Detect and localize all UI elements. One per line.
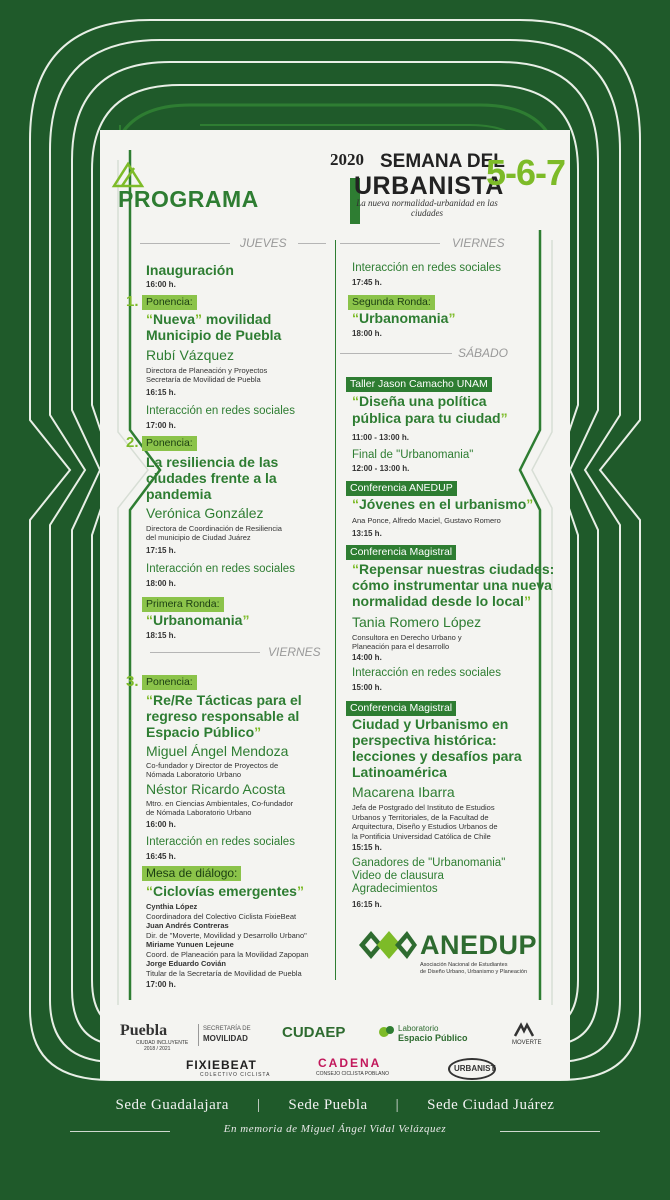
conference-title: Ciudad y Urbanismo en	[352, 716, 509, 732]
conference-title: normalidad desde lo local”	[352, 593, 531, 609]
sede-ciudad-juarez: Sede Ciudad Juárez	[427, 1097, 555, 1113]
speaker-role: Consultora en Derecho Urbano y	[352, 633, 462, 642]
social-interaction: Interacción en redes sociales	[146, 405, 295, 417]
movilidad-logo: SECRETARÍA DE	[203, 1026, 251, 1032]
speaker-role: Secretaría de Movilidad de Puebla	[146, 375, 261, 384]
speaker-name: Macarena Ibarra	[352, 784, 455, 800]
session-time: 16:45 h.	[146, 852, 176, 861]
participant-role: Coord. de Planeación para la Movilidad Zapopan	[146, 949, 309, 959]
session-time: 15:00 h.	[352, 683, 382, 692]
speaker-name: Tania Romero López	[352, 614, 482, 630]
participant-name: Miriame Yunuen Lejeune	[146, 940, 234, 949]
event-dates: 5-6-7	[486, 152, 566, 193]
speaker-name: Néstor Ricardo Acosta	[146, 781, 286, 797]
movilidad-logo: MOVILIDAD	[203, 1034, 248, 1043]
speaker-role: de Nómada Laboratorio Urbano	[146, 808, 252, 817]
speaker-role: Arquitectura, Diseño y Estudios Urbanos de	[352, 822, 498, 831]
logo-divider	[198, 1024, 199, 1046]
cadena-logo-sub: CONSEJO CICLISTA POBLANO	[316, 1071, 389, 1077]
participant-role: Titular de la Secretaría de Movilidad de Puebla	[146, 968, 302, 978]
speaker-role: Nómada Laboratorio Urbano	[146, 770, 242, 779]
conference-title: cómo instrumentar una nueva	[352, 577, 552, 593]
urbanist-logo: URBANIST	[454, 1064, 496, 1073]
mesa-title: “Ciclovías emergentes”	[146, 883, 304, 899]
sede-puebla: Sede Puebla	[288, 1097, 368, 1113]
round-tag: Primera Ronda:	[142, 597, 224, 612]
ponencia-title: La resiliencia de las	[146, 454, 279, 470]
session-time: 16:15 h.	[146, 388, 176, 397]
speaker-role: Directora de Planeación y Proyectos	[146, 366, 268, 375]
participant-role: Coordinadora del Colectivo Ciclista FixieBeat	[146, 911, 297, 921]
anedup-subtitle	[420, 962, 560, 976]
conference-title: “Jóvenes en el urbanismo”	[352, 496, 534, 512]
divider	[340, 353, 452, 354]
round-tag: Segunda Ronda:	[348, 295, 435, 310]
conference-tag: Conferencia ANEDUP	[346, 481, 457, 496]
closing-line: Ganadores de "Urbanomania"	[352, 857, 506, 869]
conference-tag: Conferencia Magistral	[346, 701, 456, 716]
speaker-role: Jefa de Postgrado del Instituto de Estudios	[352, 803, 495, 812]
divider	[298, 243, 326, 244]
taller-title: “Diseña una política	[352, 393, 487, 409]
session-time: 14:00 h.	[352, 653, 382, 662]
ponencia-title: regreso responsable al	[146, 708, 300, 724]
moverte-logo-icon	[513, 1022, 535, 1038]
round-title: “Urbanomania”	[146, 612, 250, 628]
final-urbanomania: Final de "Urbanomania"	[352, 449, 474, 461]
day-label-viernes: VIERNES	[268, 645, 321, 659]
memorial-line: En memoria de Miguel Ángel Vidal Velázquez	[223, 1123, 447, 1135]
speaker-name: Verónica González	[146, 505, 264, 521]
lab-leaf-icon	[378, 1024, 396, 1040]
puebla-logo-sub: CIUDAD INCLUYENTE	[136, 1040, 189, 1046]
fixiebeat-logo: FIXIEBEAT	[186, 1058, 257, 1072]
speaker-role: Planeación para el desarrollo	[352, 642, 450, 651]
participant-role: Dir. de "Moverte, Movilidad y Desarrollo Urbano"	[146, 930, 307, 940]
speaker-role: Co-fundador y Director de Proyectos de	[146, 761, 279, 770]
ponencia-number: 3.	[126, 673, 139, 690]
ponencia-number: 1.	[126, 293, 139, 310]
participant-name: Cynthia López	[146, 902, 198, 911]
session-time: 18:00 h.	[352, 329, 382, 338]
session-time: 16:00 h.	[146, 820, 176, 829]
session-time: 17:45 h.	[352, 278, 382, 287]
conference-title: Latinoamérica	[352, 764, 447, 780]
event-title-line1: SEMANA DEL	[380, 151, 505, 172]
lab-logo: Laboratorio	[398, 1024, 439, 1033]
closing-line: Video de clausura	[352, 870, 444, 882]
speaker-name: Miguel Ángel Mendoza	[146, 743, 289, 759]
participant-name: Jorge Eduardo Covián	[146, 959, 227, 968]
session-time: 17:00 h.	[146, 421, 176, 430]
event-year: 2020	[330, 150, 364, 169]
divider	[150, 652, 260, 653]
ponencia-title: Municipio de Puebla	[146, 327, 282, 343]
mesa-tag: Mesa de diálogo:	[142, 866, 241, 881]
event-subtitle: La nueva normalidad-urbanidad en las ciudades	[356, 198, 498, 218]
session-time: 15:15 h.	[352, 843, 382, 852]
participant-name: Juan Andrés Contreras	[146, 921, 229, 930]
divider	[340, 243, 440, 244]
session-time: 17:15 h.	[146, 546, 176, 555]
speaker-name: Rubí Vázquez	[146, 347, 234, 363]
sede-guadalajara: Sede Guadalajara	[115, 1097, 229, 1113]
fixiebeat-logo-sub: COLECTIVO CICLISTA	[200, 1072, 271, 1078]
round-title: “Urbanomania”	[352, 310, 456, 326]
anedup-logo-icon	[355, 925, 417, 965]
puebla-logo-years: 2018 / 2021	[144, 1046, 171, 1052]
ponencia-number: 2.	[126, 434, 139, 451]
session-time: 18:00 h.	[146, 579, 176, 588]
anedup-name: ANEDUP	[420, 930, 538, 960]
speaker-role: del municipio de Ciudad Juárez	[146, 533, 251, 542]
divider	[500, 1131, 600, 1132]
divider	[140, 243, 230, 244]
taller-tag: Taller Jason Camacho UNAM	[346, 377, 492, 392]
puebla-logo: Puebla	[120, 1022, 168, 1039]
triangle-icon	[110, 160, 150, 188]
session-time: 16:15 h.	[352, 900, 382, 909]
conference-people: Ana Ponce, Alfredo Maciel, Gustavo Romero	[352, 516, 501, 525]
taller-title: pública para tu ciudad”	[352, 410, 508, 426]
anedup-subtitle-line: de Diseño Urbano, Urbanismo y Planeación	[420, 969, 528, 975]
lab-logo: Espacio Público	[398, 1033, 468, 1043]
social-interaction: Interacción en redes sociales	[352, 667, 501, 679]
footer-separator: |	[395, 1097, 400, 1113]
footer-sedes	[0, 1097, 670, 1114]
event-title-line2: URBANISTA	[354, 172, 504, 200]
speaker-role: Directora de Coordinación de Resiliencia	[146, 524, 282, 533]
conference-title: “Repensar nuestras ciudades:	[352, 561, 555, 577]
speaker-role: Mtro. en Ciencias Ambientales, Co-fundador	[146, 799, 294, 808]
session-time: 13:15 h.	[352, 529, 382, 538]
social-interaction: Interacción en redes sociales	[146, 836, 295, 848]
session-time: 12:00 - 13:00 h.	[352, 464, 410, 473]
ponencia-tag: Ponencia:	[142, 675, 197, 690]
conference-tag: Conferencia Magistral	[346, 545, 456, 560]
ponencia-title: Espacio Público”	[146, 724, 262, 740]
ponencia-title: ciudades frente a la	[146, 470, 277, 486]
social-interaction: Interacción en redes sociales	[352, 262, 501, 274]
session-time: 17:00 h.	[146, 980, 176, 989]
inauguracion-title: Inauguración	[146, 262, 234, 278]
ponencia-title: “Re/Re Tácticas para el	[146, 692, 302, 708]
speaker-role: la Pontificia Universidad Católica de Chile	[352, 831, 491, 841]
column-divider	[335, 240, 336, 980]
anedup-subtitle-line: Asociación Nacional de Estudiantes	[420, 962, 508, 968]
moverte-logo: MOVERTE	[512, 1040, 542, 1046]
speaker-role-block	[352, 803, 542, 841]
session-time: 18:15 h.	[146, 631, 176, 640]
ponencia-title: “Nueva” movilidad	[146, 311, 272, 327]
speaker-role: Urbanos y Territoriales, de la Facultad de	[352, 812, 489, 822]
programa-title: PROGRAMA	[118, 186, 259, 212]
mesa-participants	[146, 902, 346, 978]
social-interaction: Interacción en redes sociales	[146, 563, 295, 575]
conference-title: lecciones y desafíos para	[352, 748, 522, 764]
day-label-viernes: VIERNES	[452, 236, 505, 250]
ponencia-tag: Ponencia:	[142, 436, 197, 451]
closing-line: Agradecimientos	[352, 883, 438, 895]
day-label-jueves: JUEVES	[240, 236, 287, 250]
conference-title: perspectiva histórica:	[352, 732, 497, 748]
ponencia-title: pandemia	[146, 486, 212, 502]
session-time: 11:00 - 13:00 h.	[352, 433, 409, 442]
cadena-logo: CADENA	[318, 1056, 382, 1070]
ponencia-tag: Ponencia:	[142, 295, 197, 310]
footer-separator: |	[256, 1097, 261, 1113]
cudaep-logo: CUDAEP	[282, 1024, 346, 1041]
inauguracion-time: 16:00 h.	[146, 280, 176, 289]
day-label-sabado: SÁBADO	[458, 346, 509, 360]
